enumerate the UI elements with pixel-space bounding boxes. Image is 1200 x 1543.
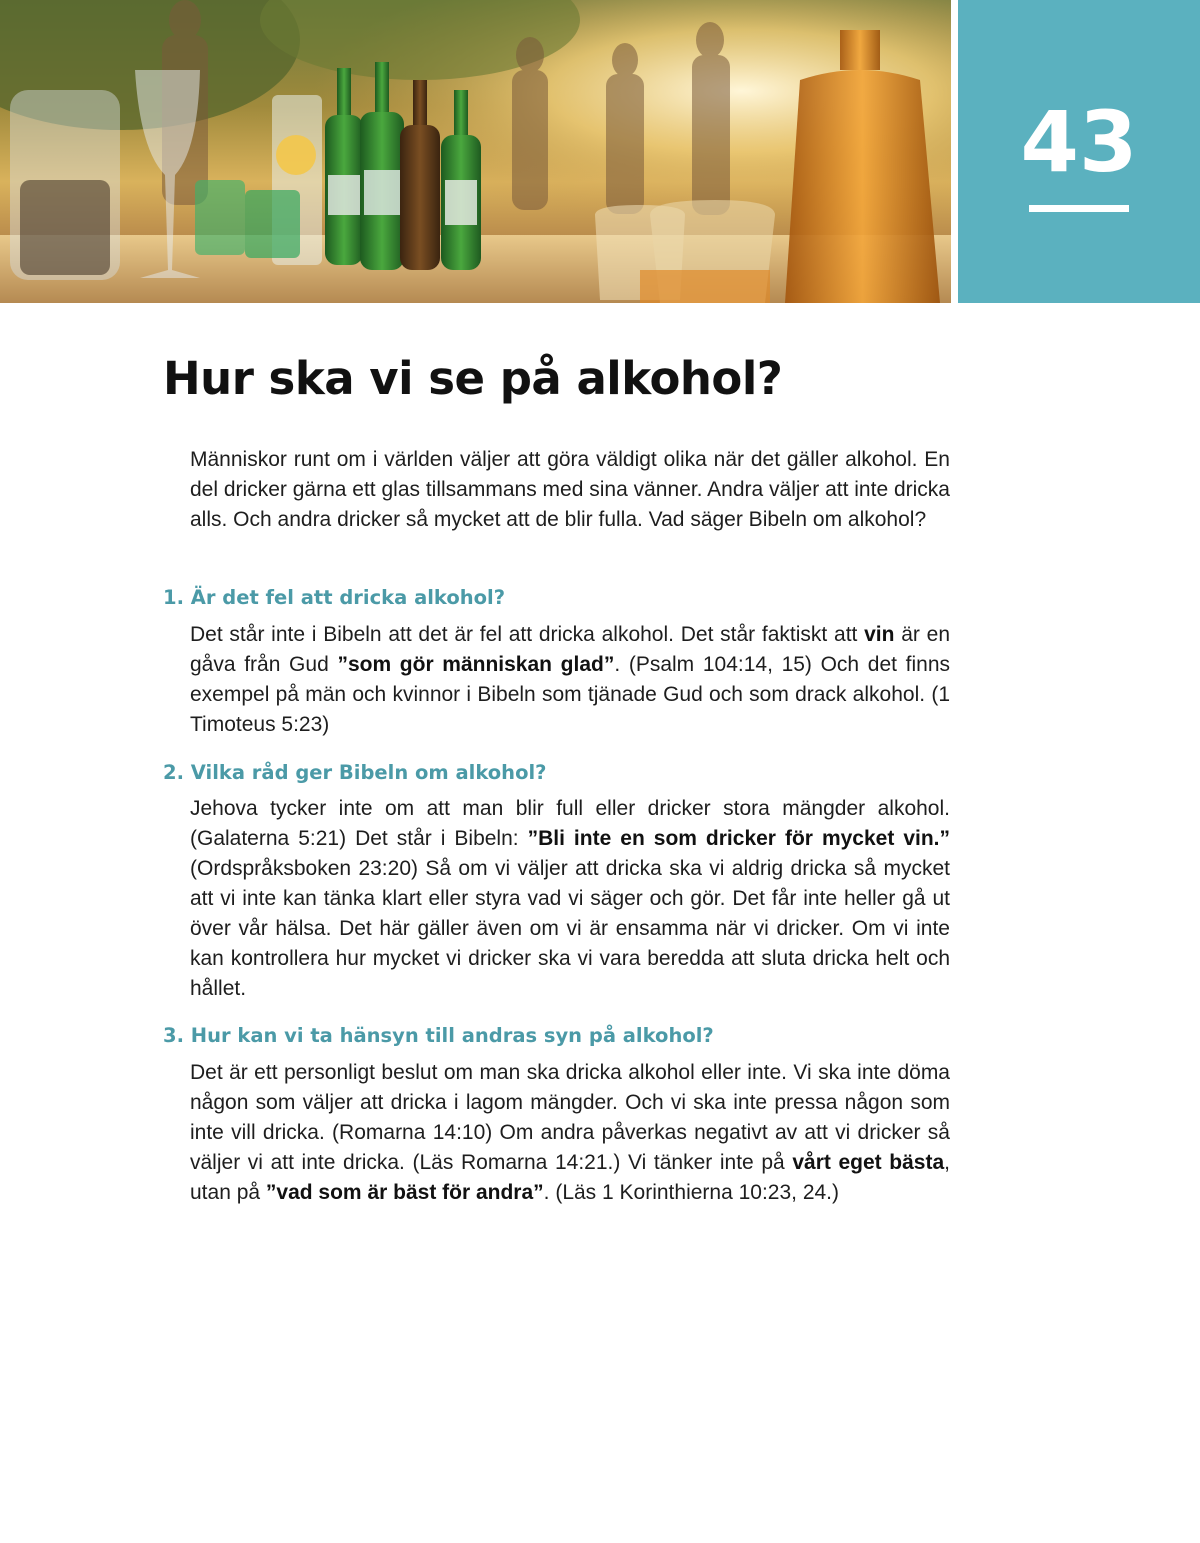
text-run: är en gåva från Gud	[190, 623, 951, 676]
text-run: . (Läs 1 Korinthierna 10:23, 24.)	[543, 1181, 839, 1204]
text-run: Jehova tycker inte om att man blir full eller dricker stora mängder alkohol. (Galaterna 5:21) Det står i Bibeln:	[190, 797, 950, 850]
section-1-heading: 1. Är det fel att dricka alkohol?	[163, 586, 506, 609]
bold-phrase: vårt eget bästa	[792, 1151, 945, 1174]
text-run: . (Psalm 104:14, 15) Och det finns exempel på män och kvinnor i Bibeln som tjänade Gud och som drack alkohol. (1 Timoteus 5:23)	[190, 653, 950, 736]
section-2-paragraph	[190, 794, 950, 1004]
text-run: , utan på	[190, 1151, 950, 1204]
text-run: Det står inte i Bibeln att det är fel att dricka alkohol. Det står faktiskt att	[190, 623, 865, 646]
section-3-heading: 3. Hur kan vi ta hänsyn till andras syn på alkohol?	[163, 1024, 714, 1047]
party-scene-illustration	[0, 0, 951, 303]
bold-term-vin: vin	[864, 623, 895, 646]
chapter-box	[958, 0, 1200, 303]
section-2-heading: 2. Vilka råd ger Bibeln om alkohol?	[163, 761, 547, 784]
bold-quote: ”som gör människan glad”	[337, 653, 615, 676]
section-1-paragraph	[190, 620, 950, 740]
header-photo	[0, 0, 951, 303]
intro-paragraph: Människor runt om i världen väljer att göra väldigt olika när det gäller alkohol. En del dricker gärna ett glas tillsammans med sina vänner. Andra väljer att inte dricka alls. Och andra dricker så mycket att de blir fulla. Vad säger Bibeln om alkohol?	[190, 448, 950, 531]
section-3-paragraph	[190, 1058, 950, 1208]
chapter-number: 43	[1020, 93, 1138, 191]
chapter-underline	[1029, 205, 1129, 212]
bold-quote: ”vad som är bäst för andra”	[265, 1181, 544, 1204]
page-title: Hur ska vi se på alkohol?	[163, 352, 783, 405]
text-run: (Ordspråksboken 23:20) Så om vi väljer att dricka ska vi aldrig dricka så mycket att vi inte kan tänka klart eller styra vad vi säger och gör. Det får inte heller gå ut över vår hälsa. Det här gäller även om vi är ensamma när vi dricker. Om vi inte kan kontrollera hur mycket vi dricker ska vi vara beredda att sluta dricka helt och hållet.	[190, 857, 950, 1000]
bold-quote: ”Bli inte en som dricker för mycket vin.”	[527, 827, 951, 850]
text-run: Det är ett personligt beslut om man ska dricka alkohol eller inte. Vi ska inte döma någon som väljer att dricka i lagom mängder. Och vi ska inte pressa någon som inte vill dricka. (Romarna 14:10) Om andra påverkas negativt av att vi dricker så väljer vi att inte dricka. (Läs Romarna 14:21.) Vi tänker inte på	[190, 1061, 950, 1174]
